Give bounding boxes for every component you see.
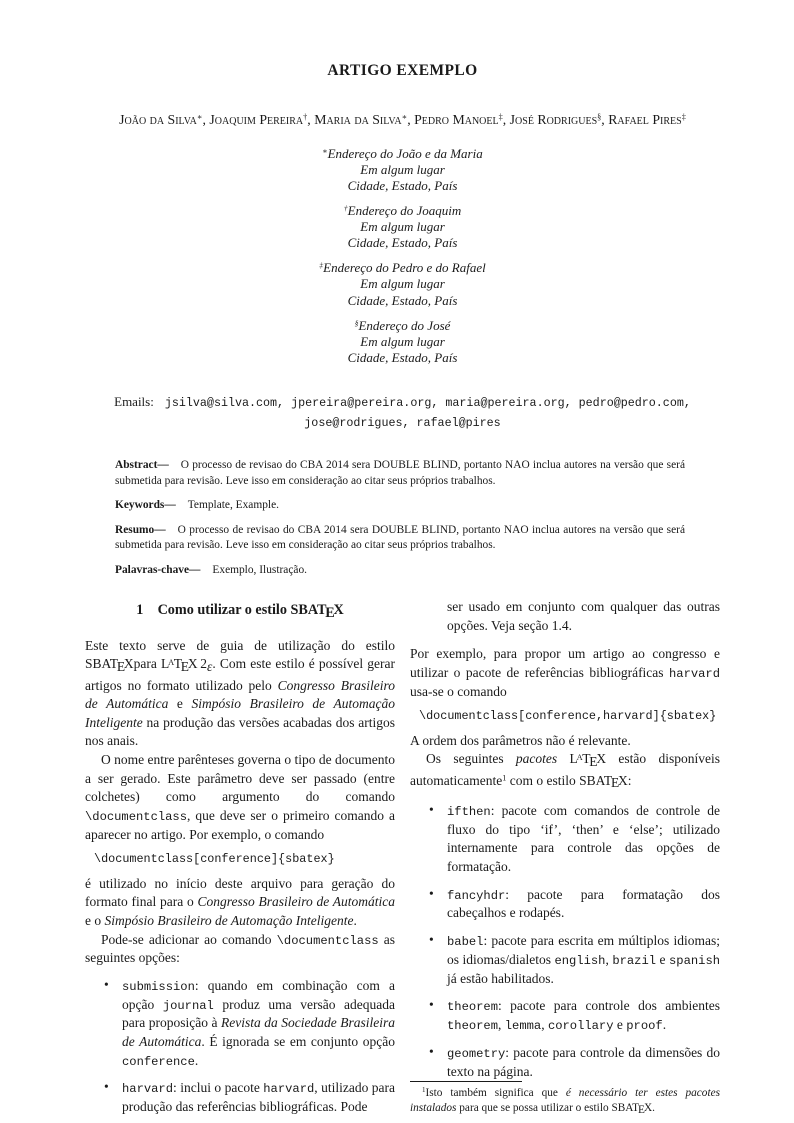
front-matter [115, 458, 685, 588]
address-mark: ∗ [322, 146, 328, 156]
bullet-icon: • [429, 802, 434, 818]
palavras-chave-text: Exemplo, Ilustração. [212, 564, 307, 577]
bullet-item: • fancyhdr: pacote para formatação dos cabeçalhos e rodapés. [429, 885, 720, 921]
bullet-icon: • [104, 1079, 109, 1095]
emails-line-2 [85, 412, 720, 432]
author [209, 112, 307, 127]
author-name: José Rodrigues [509, 112, 598, 127]
palavras-chave-paragraph [115, 563, 685, 578]
section-heading: 1 Como utilizar o estilo SBATEX [136, 601, 344, 621]
address-line: Cidade, Estado, País [347, 177, 458, 193]
abstract-text: O processo de revisao do CBA 2014 sera DOUBLE BLIND, portanto NAO inclua autores na versão que será submetida para revisão. Leve isso em consideração ao citar seus próprios trabalhos. [115, 459, 685, 487]
author-mark: ∗ [401, 112, 408, 122]
address-line: Em algum lugar [360, 219, 445, 235]
latex2e-logo: $L^ATEX$ 2ε [160, 656, 213, 674]
address-line: Em algum lugar [360, 161, 445, 177]
sbatex-logo: SBATEX [579, 772, 628, 791]
keywords-label: Keywords— [115, 499, 176, 512]
bullet-icon: • [429, 997, 434, 1013]
address-block [85, 260, 720, 308]
author-mark: ‡ [498, 112, 503, 122]
two-column-body [85, 598, 720, 1118]
bullet-item: • babel: pacote para escrita em múltiplos idiomas; os idiomas/dialetos english, brazil e spanish já estão habilitados. [429, 932, 721, 986]
emails-text-2: jose@rodrigues, rafael@pires [304, 416, 501, 431]
footnote-text: $^1$Isto também significa que é necessário ter estes pacotes instalados para que se possa utilizar o estilo SBATEX. [410, 1086, 720, 1117]
author-name: Maria da Silva [314, 112, 402, 127]
bullet-icon: • [429, 885, 434, 901]
address-line: Cidade, Estado, País [347, 292, 458, 308]
author-name: João da Silva [119, 112, 197, 127]
paragraph: O nome entre parênteses governa o tipo de documento a ser gerado. Este parâmetro deve ser passado (entre colchetes) como argumento do comando \documentclass, que deve ser o primeiro comando a aparecer no artigo. Por exemplo, o comando [85, 752, 395, 842]
address-mark: ‡ [319, 261, 324, 271]
sbatex-logo: SBATEX [290, 601, 344, 621]
paragraph: A ordem dos parâmetros não é relevante. [410, 732, 631, 748]
address-line: Em algum lugar [360, 333, 445, 349]
abstract-paragraph [115, 458, 685, 489]
resumo-label: Resumo— [115, 524, 166, 537]
resumo-paragraph [115, 523, 685, 554]
sbatex-logo: SBATEX [85, 656, 134, 674]
author-name: Joaquim Pereira [209, 112, 304, 127]
palavras-chave-label: Palavras-chave— [115, 564, 201, 577]
author-mark: † [303, 112, 308, 122]
bullet-item: • geometry: pacote para controle da dimensões do texto na página. [429, 1043, 720, 1079]
address-line: Em algum lugar [360, 276, 445, 292]
address-block [85, 203, 720, 251]
author-mark: ∗ [196, 112, 203, 122]
keywords-paragraph [115, 498, 685, 513]
paragraph: Os seguintes pacotes $L^ATEX$ estão disponíveis automaticamente$^1$ com o estilo SBATEX: [410, 751, 721, 791]
bullet-continuation: ser usado em conjunto com qualquer das outras opções. Veja seção 1.4. [447, 598, 720, 633]
resumo-text: O processo de revisao do CBA 2014 sera DOUBLE BLIND, portanto NAO inclua autores na versão que será submetida para revisão. Leve isso em consideração ao citar seus próprios trabalhos. [115, 524, 685, 552]
bullet-icon: • [429, 932, 434, 948]
left-column [85, 598, 395, 1118]
emails-text-1: jsilva@silva.com, jpereira@pereira.org, maria@pereira.org, pedro@pedro.com, [164, 396, 691, 410]
footnote-rule [410, 1081, 522, 1082]
emails-block [85, 392, 720, 432]
emails-label: Emails: [114, 394, 154, 409]
address-line: §Endereço do José [354, 317, 451, 333]
address-mark: § [354, 318, 359, 328]
paragraph: Por exemplo, para propor um artigo ao congresso e utilizar o pacote de referências bibliográficas harvard usa-se o comando [410, 646, 720, 699]
author-mark: § [597, 112, 602, 122]
author-name: Pedro Manoel [414, 112, 499, 127]
bullet-icon: • [104, 976, 109, 992]
address-line: Cidade, Estado, País [347, 349, 458, 365]
keywords-text: Template, Example. [187, 499, 279, 512]
author-mark: ‡ [681, 112, 686, 122]
code-line: \documentclass[conference,harvard]{sbatex} [419, 709, 717, 724]
bullet-item: • theorem: pacote para controle dos ambientes theorem, lemma, corollary e proof. [429, 997, 720, 1033]
address-mark: † [343, 203, 348, 213]
author [608, 112, 686, 127]
paragraph: Este texto serve de guia de utilização do estilo SBATEXpara $L^ATEX$ 2ε. Com este estilo é possível gerar artigos no formato utilizado pelo Congresso Brasileiro de Automática e Simpósio Brasileiro de Automação Inteligente na produção das versões acabadas dos artigos nos anais. [85, 637, 395, 749]
address-blocks [85, 146, 720, 375]
paper-title: ARTIGO EXEMPLO [327, 62, 478, 79]
author [414, 112, 503, 127]
address-line: ‡Endereço do Pedro e do Rafael [319, 260, 486, 276]
bullet-item: • ifthen: pacote com comandos de controle de fluxo do tipo ‘if’, ‘then’ e ‘else’; utilizado internamente para controle das opções de formatação. [429, 802, 720, 875]
paragraph: é utilizado no início deste arquivo para geração do formato final para o Congresso Brasileiro de Automática e o Simpósio Brasileiro de Automação Inteligente. [85, 875, 395, 928]
author-name: Rafael Pires [608, 112, 682, 127]
address-line: ∗Endereço do João e da Maria [322, 145, 483, 161]
address-line: †Endereço do Joaquim [343, 203, 462, 219]
author-line: João da Silva∗, Joaquim Pereira†, Maria da Silva∗, Pedro Manoel‡, José Rodrigues§, Rafael Pires‡ [119, 112, 686, 127]
bullet-icon: • [429, 1043, 434, 1059]
bullet-item: • submission: quando em combinação com a opção journal produz uma versão adequada para proposição à Revista da Sociedade Brasileira de Automática. É ignorada se em conjunto opção conference. [104, 976, 396, 1069]
emails-line-1 [85, 392, 720, 412]
address-block [85, 146, 720, 194]
author [119, 112, 202, 127]
address-line: Cidade, Estado, País [347, 235, 458, 251]
abstract-label: Abstract— [115, 459, 169, 472]
footnote [410, 1081, 720, 1118]
right-column [410, 598, 720, 1118]
code-line: \documentclass[conference]{sbatex} [94, 852, 335, 867]
address-block [85, 318, 720, 366]
author [510, 112, 602, 127]
paragraph: Pode-se adicionar ao comando \documentclass as seguintes opções: [85, 931, 395, 966]
latex-logo: $L^ATEX$ [569, 751, 607, 769]
author [314, 112, 407, 127]
sbatex-logo: SBATEX [611, 1102, 653, 1117]
bullet-item: • harvard: inclui o pacote harvard, utilizado para produção das referências bibliográficas. Pode [104, 1079, 395, 1115]
